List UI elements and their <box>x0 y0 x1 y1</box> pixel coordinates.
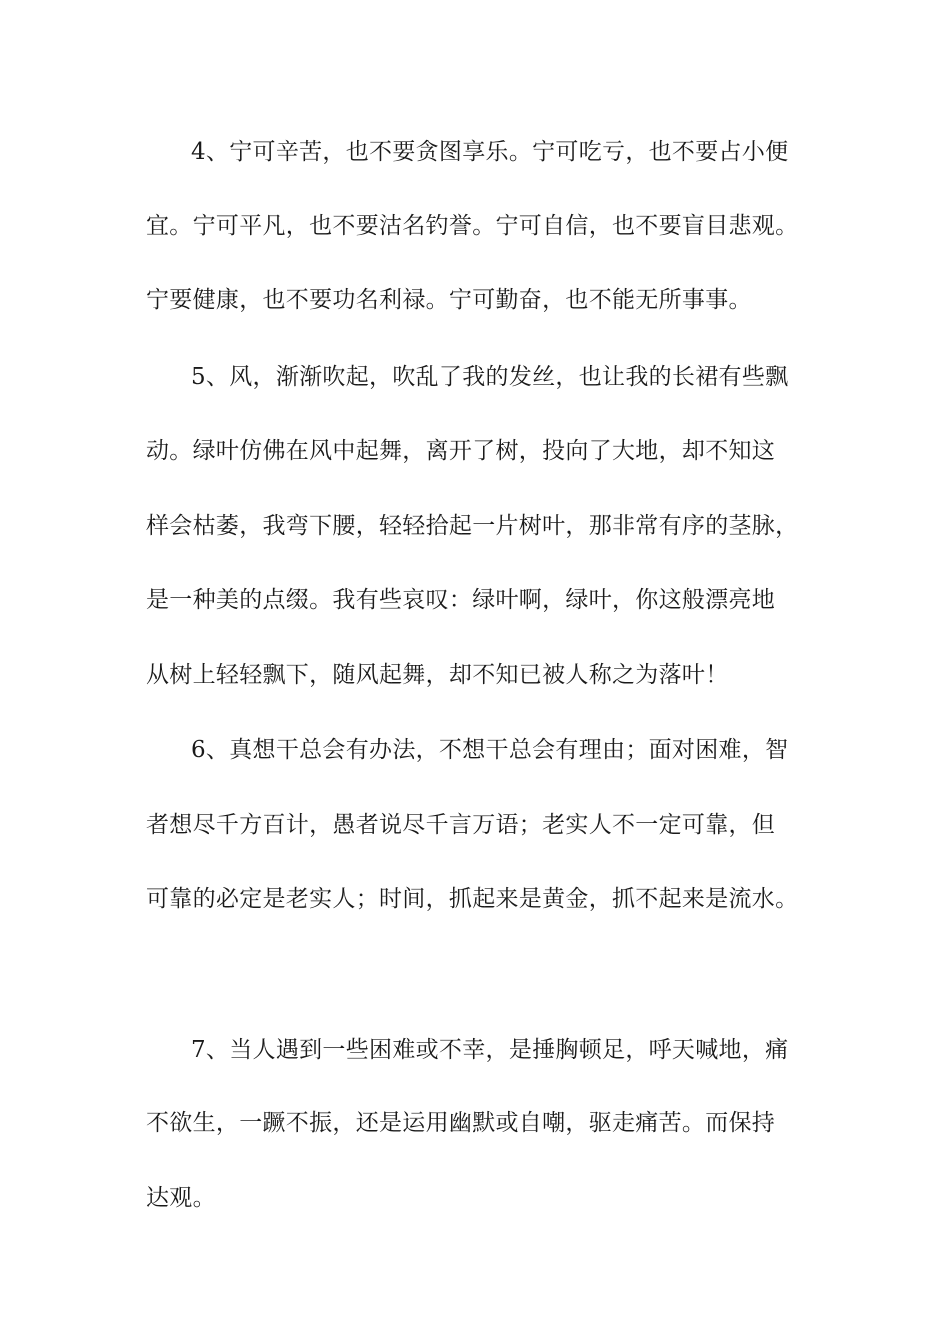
text-line: 样会枯萎，我弯下腰，轻轻拾起一片树叶，那非常有序的茎脉， <box>146 513 799 539</box>
text-line: 可靠的必定是老实人；时间，抓起来是黄金，抓不起来是流水。 <box>146 886 799 912</box>
text-line: 宜。宁可平凡，也不要沽名钓誉。宁可自信，也不要盲目悲观。 <box>146 213 799 239</box>
text-line: 5、风，渐渐吹起，吹乱了我的发丝，也让我的长裙有些飘 <box>191 364 789 390</box>
text-line: 是一种美的点缀。我有些哀叹：绿叶啊，绿叶，你这般漂亮地 <box>146 587 776 613</box>
text-line: 达观。 <box>146 1185 216 1211</box>
text-line: 宁要健康，也不要功名利禄。宁可勤奋，也不能无所事事。 <box>146 287 752 313</box>
text-line: 动。绿叶仿佛在风中起舞，离开了树，投向了大地，却不知这 <box>146 438 776 464</box>
text-line: 4、宁可辛苦，也不要贪图享乐。宁可吃亏，也不要占小便 <box>191 139 789 165</box>
text-line: 7、当人遇到一些困难或不幸，是捶胸顿足，呼天喊地，痛 <box>191 1037 789 1063</box>
text-line: 者想尽千方百计，愚者说尽千言万语；老实人不一定可靠，但 <box>146 812 776 838</box>
text-line: 不欲生，一蹶不振，还是运用幽默或自嘲，驱走痛苦。而保持 <box>146 1110 776 1136</box>
text-line: 6、真想干总会有办法，不想干总会有理由；面对困难，智 <box>191 737 789 763</box>
text-line: 从树上轻轻飘下，随风起舞，却不知已被人称之为落叶！ <box>146 662 729 688</box>
